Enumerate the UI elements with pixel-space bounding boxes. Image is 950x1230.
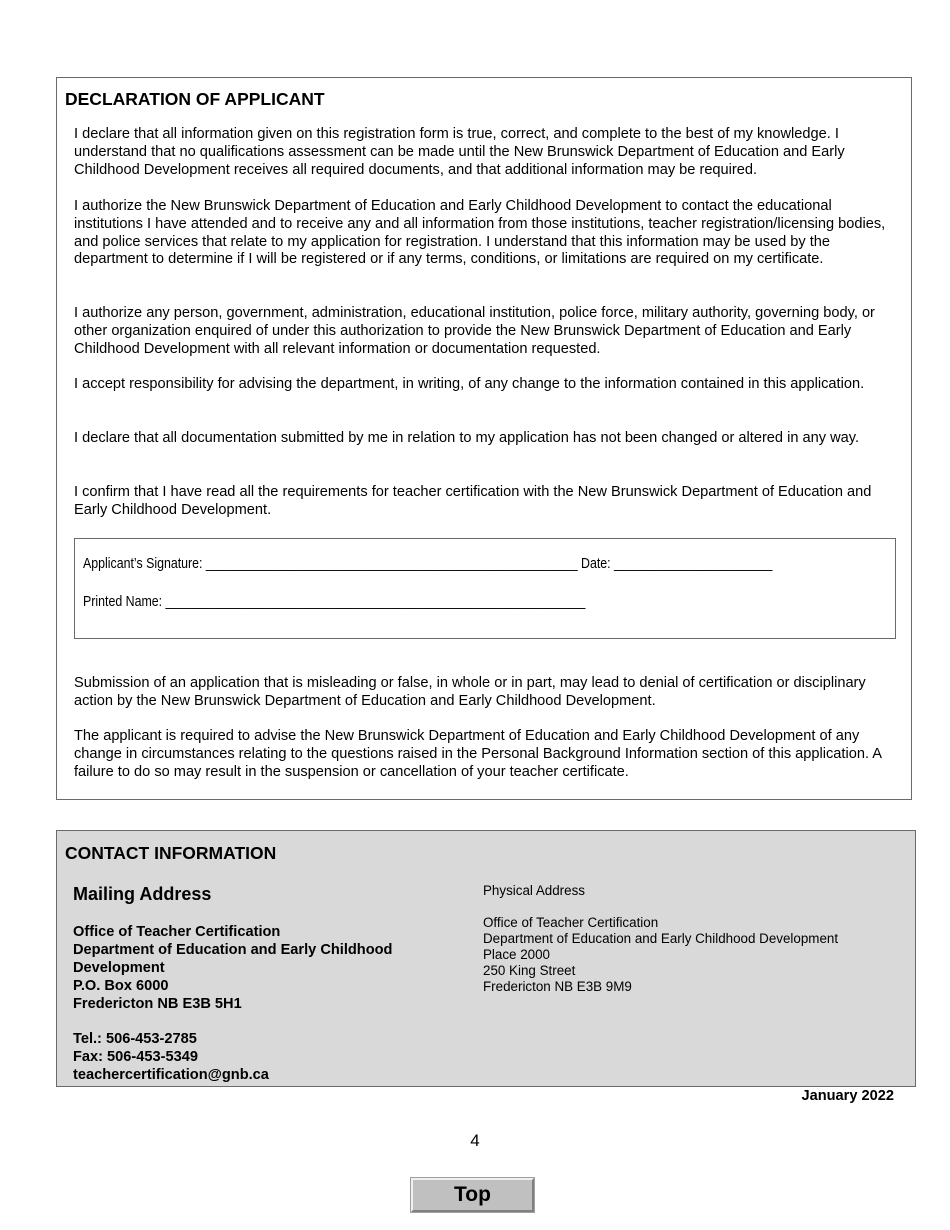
fax: Fax: 506-453-5349	[73, 1049, 198, 1065]
declaration-paragraph-4: I accept responsibility for advising the department, in writing, of any change to the information contained in this application.	[74, 376, 865, 392]
mailing-office: Office of Teacher Certification	[73, 924, 281, 940]
top-button[interactable]: Top	[411, 1178, 534, 1212]
physical-city: Fredericton NB E3B 9M9	[483, 979, 632, 994]
physical-street: 250 King Street	[483, 963, 576, 978]
email[interactable]: teachercertification@gnb.ca	[73, 1067, 269, 1083]
mailing-city: Fredericton NB E3B 5H1	[73, 996, 242, 1012]
signature-date-line[interactable]: Applicant’s Signature: ______________________________________________________ Date: _______________________	[83, 556, 773, 572]
declaration-section	[56, 77, 912, 800]
physical-department: Department of Education and Early Childhood Development	[483, 931, 839, 946]
mailing-address-title: Mailing Address	[73, 884, 212, 904]
printed-name-line[interactable]: Printed Name: _____________________________________________________________	[83, 594, 586, 610]
declaration-title: DECLARATION OF APPLICANT	[65, 89, 325, 109]
change-notice-paragraph: The applicant is required to advise the New Brunswick Department of Education and Early Childhood Development of any change in circumstances relating to the questions raised in the Personal Background Information section of this application. A failure to do so may result in the suspension or cancellation of your teacher certificate.	[74, 728, 882, 780]
mailing-po-box: P.O. Box 6000	[73, 978, 169, 994]
telephone: Tel.: 506-453-2785	[73, 1031, 197, 1047]
page-number: 4	[470, 1131, 480, 1150]
physical-place: Place 2000	[483, 947, 551, 962]
declaration-paragraph-3: I authorize any person, government, administration, educational institution, police force, military authority, governing body, or other organization enquired of under this authorization to provide the New Brunswick Department of Education and Early Childhood Development with all relevant information or documentation requested.	[74, 305, 875, 357]
contact-title: CONTACT INFORMATION	[65, 843, 277, 863]
misleading-warning-paragraph: Submission of an application that is misleading or false, in whole or in part, may lead to denial of certification or disciplinary action by the New Brunswick Department of Education and Early Childhood Development.	[74, 675, 866, 709]
signature-box	[74, 538, 896, 639]
physical-address	[483, 883, 903, 995]
physical-office: Office of Teacher Certification	[483, 915, 659, 930]
mailing-department: Department of Education and Early Childhood Development	[73, 942, 393, 976]
declaration-paragraph-6: I confirm that I have read all the requirements for teacher certification with the New Brunswick Department of Education and Early Childhood Development.	[74, 484, 872, 518]
declaration-paragraph-1: I declare that all information given on this registration form is true, correct, and complete to the best of my knowledge. I understand that no qualifications assessment can be made until the New Brunswick Department of Education and Early Childhood Development receives all required documents, and that additional information may be required.	[74, 126, 845, 178]
revision-date: January 2022	[801, 1088, 894, 1104]
mailing-address	[73, 883, 453, 1084]
contact-section	[56, 830, 916, 1087]
physical-address-title: Physical Address	[483, 883, 585, 898]
declaration-paragraph-5: I declare that all documentation submitted by me in relation to my application has not been changed or altered in any way.	[74, 430, 860, 446]
declaration-paragraph-2: I authorize the New Brunswick Department of Education and Early Childhood Development to contact the educational institutions I have attended and to receive any and all information from those institutions, teacher registration/licensing bodies, and police services that relate to my application for registration. I understand that this information may be used by the department to determine if I will be registered or if any terms, conditions, or limitations are required on my certificate.	[74, 198, 886, 268]
